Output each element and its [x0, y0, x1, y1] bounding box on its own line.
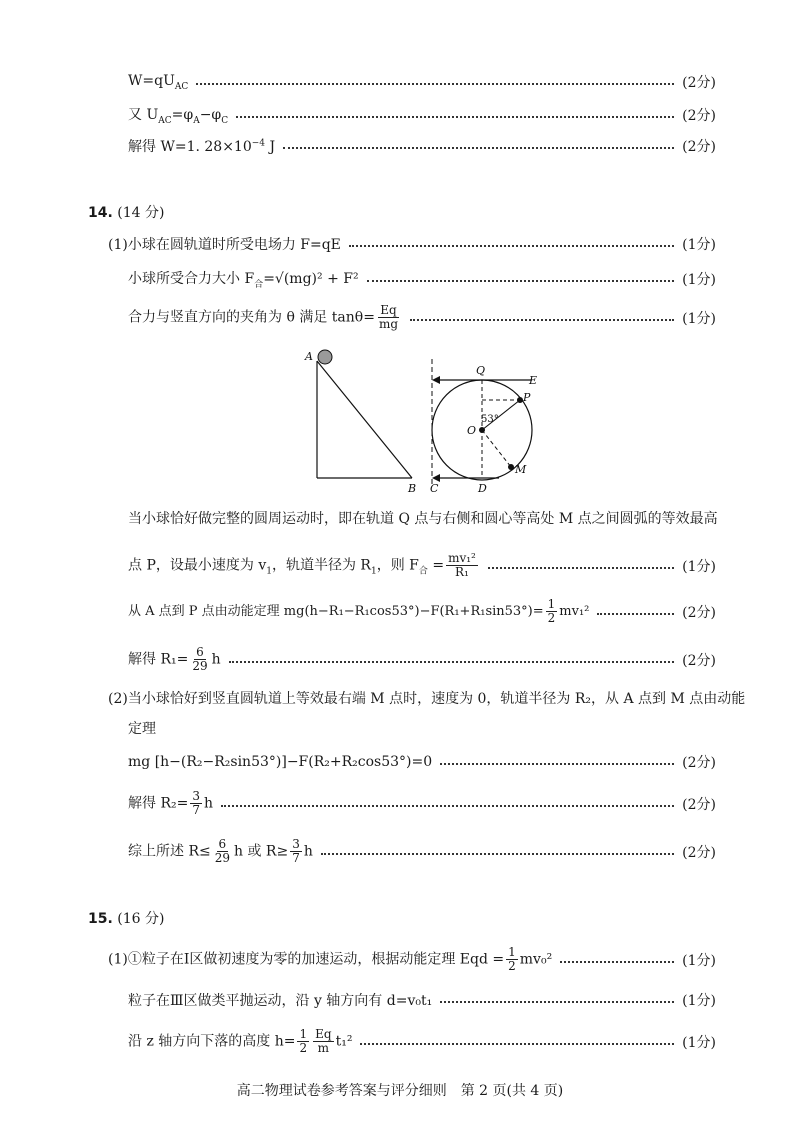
dot-leader — [410, 319, 674, 321]
dot-leader — [349, 245, 674, 247]
q15-line-3 — [128, 1028, 716, 1055]
q13-line-2 — [128, 104, 716, 126]
formula: 小球所受合力大小 $F_合=√(mg)^2 + F^2$ — [128, 271, 359, 290]
fraction: $\frac{1}{2}$ — [299, 1027, 308, 1055]
q15-line-1 — [108, 946, 716, 973]
score: (2分) — [682, 75, 716, 91]
label-angle: 53° — [481, 414, 499, 425]
q14-line-1 — [108, 234, 716, 254]
score: (2分) — [682, 652, 716, 669]
dot-leader — [440, 1001, 674, 1003]
score: (1分) — [682, 310, 716, 327]
q14-heading — [88, 202, 164, 222]
label-p: P — [523, 391, 531, 404]
dot-leader — [229, 661, 675, 663]
label-b: B — [408, 482, 417, 495]
fraction: $\frac{Eq}{m}$ — [315, 1027, 332, 1055]
dot-leader — [221, 805, 674, 807]
label-e: E — [529, 374, 538, 387]
fraction: $\frac{Eq}{mg}$ — [378, 303, 398, 331]
q14-line-2 — [128, 268, 716, 290]
label-o: O — [467, 424, 477, 437]
dot-leader — [367, 280, 675, 282]
q14-line-9 — [128, 838, 716, 865]
dot-leader — [321, 853, 674, 855]
score: (2分) — [682, 844, 716, 861]
dot-leader — [440, 763, 674, 765]
fraction: $\frac{6}{29}$ — [214, 837, 231, 865]
q14-paragraph-3: 定理 — [128, 721, 156, 737]
dot-leader — [236, 116, 674, 118]
arrow-top — [432, 376, 440, 384]
q15-heading — [88, 908, 164, 928]
fraction: $\frac{3}{7}$ — [292, 837, 300, 865]
formula: 综上所述 R≤ $\frac{6}{29}$ h 或 R≥ $\frac{3}{7}$ h — [128, 837, 313, 865]
fraction: $\frac{\text{mv₁²}}{\text{R₁}}$ — [448, 551, 476, 579]
label-a: A — [305, 350, 313, 363]
score: (2分) — [682, 139, 716, 155]
point-m — [508, 464, 514, 470]
score: (1分) — [682, 993, 716, 1009]
dot-leader — [488, 567, 674, 569]
fraction: $\frac{1}{2}$ — [547, 597, 556, 625]
q14-line-8 — [128, 790, 716, 817]
formula: 粒子在Ⅲ区做类平抛运动，沿 y 轴方向有 d=v₀t₁ — [128, 993, 433, 1009]
score: (2分) — [682, 796, 716, 813]
q13-line-3 — [128, 136, 716, 156]
question-score: (16 分) — [117, 911, 165, 927]
radius-om — [482, 430, 511, 467]
q14-paragraph-1: 当小球恰好做完整的圆周运动时，即在轨道 Q 点与右侧和圆心等高处 M 点之间圆弧的等效最高 — [128, 511, 718, 527]
dot-leader — [283, 147, 674, 149]
dot-leader — [560, 961, 674, 963]
page-footer: 高二物理试卷参考答案与评分细则 第 2 页(共 4 页) — [236, 1083, 564, 1099]
score: (1分) — [682, 237, 716, 253]
question-score: (14 分) — [117, 205, 165, 221]
q14-line-4 — [128, 552, 716, 579]
q14-line-5 — [128, 598, 716, 625]
score: (2分) — [682, 755, 716, 771]
label-q: Q — [476, 364, 486, 377]
formula: (1)小球在圆轨道时所受电场力 F=qE — [108, 237, 341, 253]
score: (1分) — [682, 271, 716, 288]
formula: 沿 z 轴方向下落的高度 h= $\frac{1}{2}$ $\frac{Eq}{m}$ t₁² — [128, 1027, 353, 1055]
q14-line-3 — [128, 304, 716, 331]
question-number: 15. — [88, 911, 113, 927]
formula: 从 A 点到 P 点由动能定理 mg(h−R₁−R₁cos53°)−F(R₁+R₁sin53°)= $\frac{1}{2}$ mv₁² — [128, 597, 590, 625]
track-diagram — [300, 345, 550, 495]
q14-line-6 — [128, 646, 716, 673]
label-m: M — [515, 463, 527, 476]
ball — [318, 350, 332, 364]
formula: 合力与竖直方向的夹角为 θ 满足 tanθ= $\frac{Eq}{mg}$ — [128, 303, 398, 331]
point-o — [479, 427, 485, 433]
q14-paragraph-2: (2)当小球恰好到竖直圆轨道上等效最右端 M 点时，速度为 0，轨道半径为 R₂，从 A 点到 M 点由动能 — [108, 691, 746, 707]
formula: (1)①粒子在Ⅰ区做初速度为零的加速运动，根据动能定理 Eqd = $\frac{1}{2}$ mv₀² — [108, 945, 553, 973]
formula: 解得 R₂= $\frac{3}{7}$ h — [128, 789, 214, 817]
fraction: $\frac{6}{29}$ — [192, 645, 208, 673]
formula: 解得 R₁= $\frac{6}{29}$ h — [128, 645, 221, 673]
fraction: $\frac{1}{2}$ — [508, 945, 516, 973]
formula: $W=qU_{AC}$ — [128, 72, 189, 92]
label-c: C — [430, 482, 439, 495]
score: (1分) — [682, 558, 716, 575]
formula: 解得 W=1. $28\times 10^{-4}$ J — [128, 138, 276, 155]
formula: 点 P，设最小速度为 $v_1$，轨道半径为 $R_1$，则 $F_合$ = $\frac{\text{mv₁²}}{\text{R₁}}$ — [128, 551, 476, 579]
score: (2分) — [682, 604, 716, 621]
question-number: 14. — [88, 205, 113, 221]
incline-slope — [317, 361, 412, 478]
label-d: D — [478, 482, 487, 495]
dot-leader — [597, 613, 674, 615]
formula: mg [h−(R₂−R₂sin53°)]−F(R₂+R₂cos53°)=0 — [128, 754, 433, 770]
arrow-bottom — [432, 474, 440, 482]
score: (2分) — [682, 107, 716, 124]
score: (1分) — [682, 1034, 716, 1051]
q15-line-2 — [128, 990, 716, 1010]
score: (1分) — [682, 952, 716, 969]
q14-line-7 — [128, 752, 716, 772]
dot-leader — [196, 83, 674, 85]
q13-line-1 — [128, 72, 716, 92]
fraction: $\frac{3}{7}$ — [192, 789, 200, 817]
dot-leader — [360, 1043, 674, 1045]
formula: 又 $U_{AC}=\varphi_A-\varphi_C$ — [128, 107, 229, 126]
